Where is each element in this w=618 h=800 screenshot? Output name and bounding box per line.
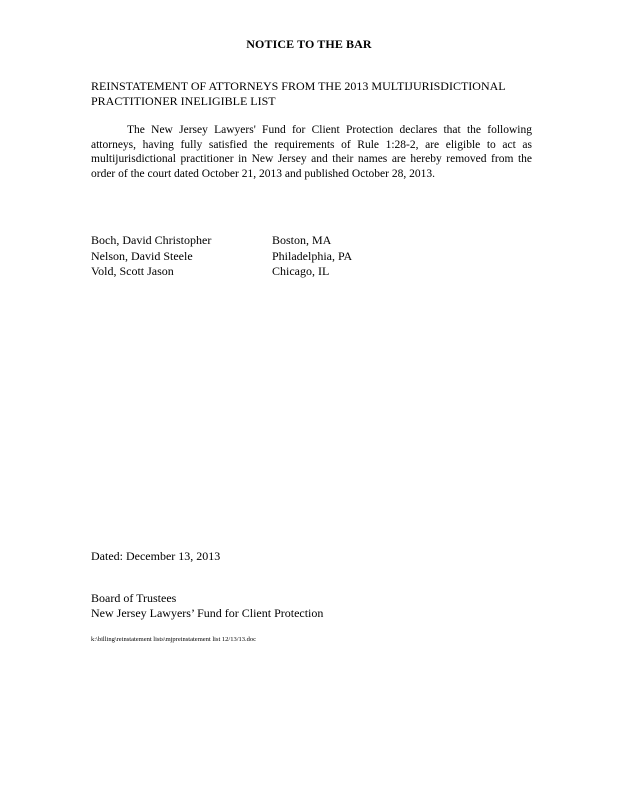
attorney-name: Boch, David Christopher [91,233,212,247]
notice-body: The New Jersey Lawyers' Fund for Client Protection declares that the following attorneys, having fully satisfied the requirements of Rule 1:28-2, are eligible to act as multijurisdictional practitioner in New Jersey and their names are hereby removed from the order of the court dated October 21, 2013 and published October 28, 2013. [91,124,532,180]
attorney-name: Nelson, David Steele [91,248,193,263]
attorney-location: Chicago, IL [272,264,330,278]
notice-title: NOTICE TO THE BAR [246,37,372,51]
signature-organization: New Jersey Lawyers’ Fund for Client Protection [91,606,324,620]
file-path-footer: k:\billing\reinstatement lists\mjpreinstatement list 12/13/13.doc [91,636,257,643]
roster-row [91,264,352,280]
roster-row [91,233,352,249]
signature-block [91,591,323,621]
notice-heading: REINSTATEMENT OF ATTORNEYS FROM THE 2013 MULTIJURISDICTIONAL PRACTITIONER INELIGIBLE LIST [91,79,506,108]
attorney-location: Philadelphia, PA [272,248,353,263]
signature-board: Board of Trustees [91,591,177,605]
dated-line: Dated: December 13, 2013 [91,549,221,563]
attorney-location: Boston, MA [272,233,332,247]
roster-row [91,249,352,265]
attorney-roster [91,233,352,280]
attorney-name: Vold, Scott Jason [91,264,174,278]
